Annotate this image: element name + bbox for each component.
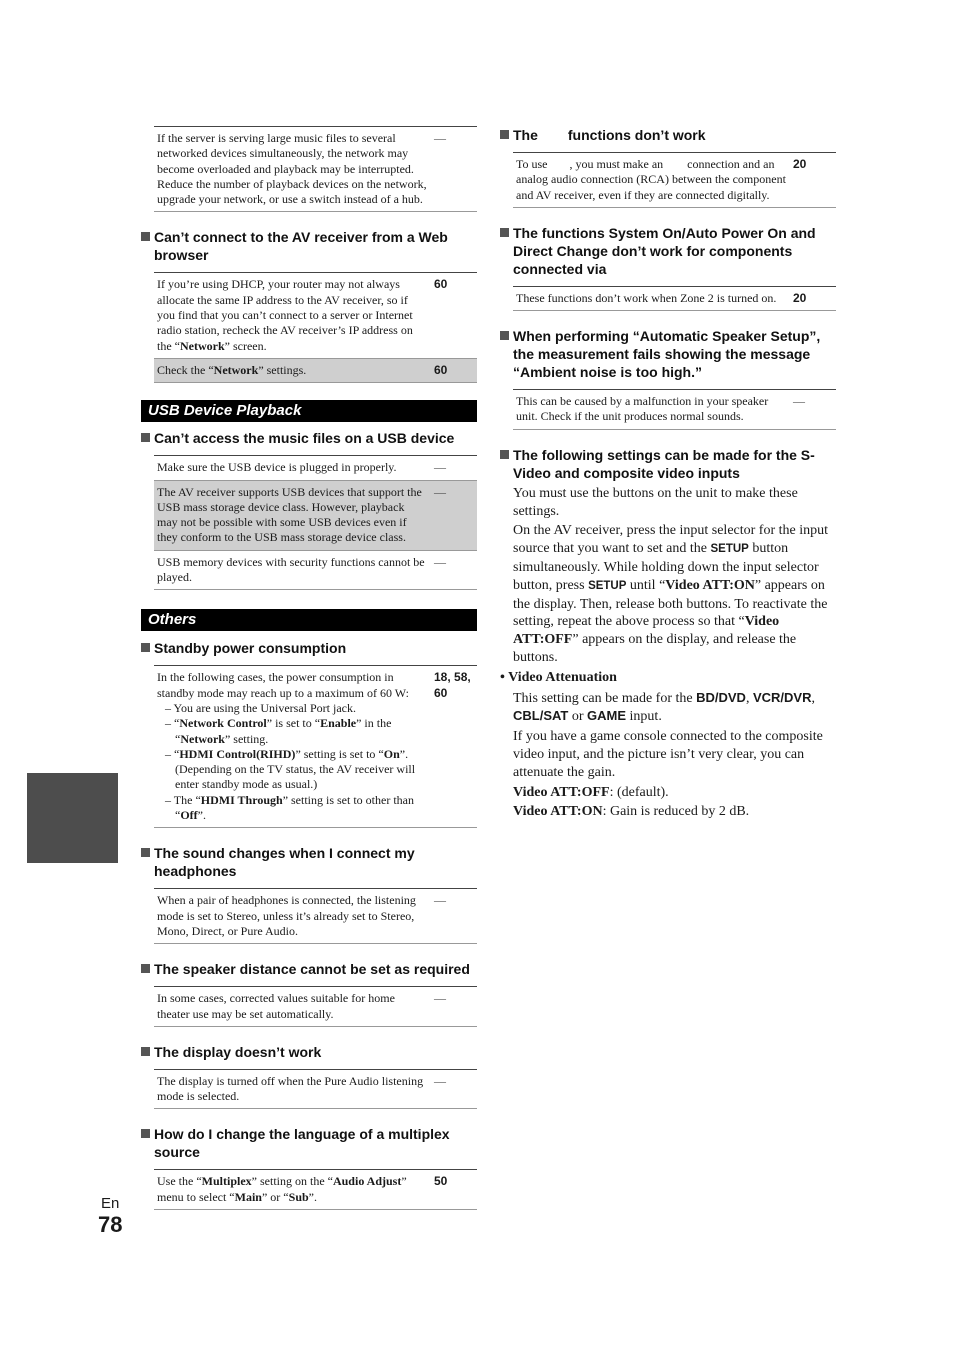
video-att-on: Video ATT:ON: Gain is reduced by 2 dB. — [513, 804, 750, 820]
svideo-paragraph-1: You must use the buttons on the unit to make these settings. — [513, 485, 798, 519]
svideo-paragraph-4: If you have a game console connected to the composite video input, and the picture isn’t very clear, you can attenuate the gain. — [513, 729, 823, 780]
web-browser-heading: Can’t connect to the AV receiver from a Web browser — [141, 228, 477, 264]
system-on-heading: The functions System On/Auto Power On and Direct Change don’t work for components connected via — [500, 224, 836, 278]
row-ref: — — [434, 991, 446, 1006]
row-text: When a pair of headphones is connected, the listening mode is set to Stereo, unless it’s already set to Stereo, Mono, Direct, or Pure Audio. — [157, 893, 416, 938]
row-ref: — — [434, 484, 446, 499]
row-text: If the server is serving large music files to several networked devices simultaneously, the network may become overloaded and playback may be interrupted. Reduce the number of playback devices on the network, upgrade your network, or use a switch instead of a hub. — [157, 131, 427, 207]
video-attenuation-bullet: • Video Attenuation — [500, 669, 617, 685]
page-language: En — [101, 1195, 120, 1212]
row-ref: 20 — [793, 157, 807, 171]
row-text: These functions don’t work when Zone 2 is turned on. — [516, 290, 777, 305]
table-row — [154, 127, 477, 212]
row-text: Make sure the USB device is plugged in properly. — [157, 460, 397, 475]
row-text: In the following cases, the power consumption in standby mode may reach up to a maximum of 60 W: – You are using the Universal Port jack. – “Network Control” is set to “Enable” in the “Network” setting. – “HDMI Control(RIHD)” setting is set to “On”. (Depending on the TV status, the AV receiver will enter standby mode as usual.) – The “HDMI Through” setting is set to other than “Off”. — [157, 670, 434, 823]
table-row — [154, 359, 477, 383]
network-overload-table — [154, 126, 477, 212]
row-text: This can be caused by a malfunction in your speaker unit. Check if the unit produces normal sounds. — [516, 394, 769, 424]
table-row — [154, 987, 477, 1027]
multiplex-heading: How do I change the language of a multiplex source — [141, 1125, 477, 1161]
speaker-setup-heading: When performing “Automatic Speaker Setup”, the measurement fails showing the message “Ambient noise is too high.” — [500, 327, 836, 381]
row-text: If you’re using DHCP, your router may not always allocate the same IP address to the AV receiver, so if you find that you can’t connect to a server or Internet radio station, recheck the AV receiver’s IP address on the “Network” screen. — [157, 277, 413, 353]
table-row — [154, 273, 477, 358]
distance-table — [154, 986, 477, 1027]
usb-section-title: USB Device Playback — [141, 400, 477, 422]
svideo-heading: The following settings can be made for the S-Video and composite video inputs — [500, 446, 836, 482]
table-row — [154, 551, 477, 591]
list-item: – The “HDMI Through” setting is set to other than “Off”. — [165, 792, 414, 823]
row-ref: — — [434, 893, 446, 908]
svideo-paragraph-2: On the AV receiver, press the input selector for the input source that you want to set and the SETUP button simultaneously. While holding down the input selector button, press SETUP until “Video ATT:ON” appears on the display. Then, release both buttons. To reactivate the setting, repeat the above process so that “Video ATT:OFF” appears on the display, and release the buttons. — [513, 523, 829, 665]
table-row — [154, 1070, 477, 1110]
web-browser-table — [154, 272, 477, 383]
functions-table — [513, 152, 836, 208]
table-row — [513, 390, 836, 430]
display-heading: The display doesn’t work — [141, 1043, 477, 1061]
row-ref: 20 — [793, 290, 807, 305]
row-ref: 18, 58, 60 — [434, 670, 471, 700]
table-row — [154, 456, 477, 480]
others-section-title: Others — [141, 609, 477, 631]
list-item: – “Network Control” is set to “Enable” in the “Network” setting. — [165, 716, 392, 746]
left-column — [141, 126, 477, 1210]
row-text: The AV receiver supports USB devices that support the USB mass storage device class. However, playback may not be possible with some USB devices even if they conform to the USB mass storage device class. — [157, 484, 422, 545]
headphones-table — [154, 888, 477, 944]
row-ref: — — [434, 460, 446, 475]
row-ref: — — [793, 394, 805, 409]
video-att-off: Video ATT:OFF: (default). — [513, 784, 669, 800]
speaker-setup-table — [513, 389, 836, 430]
row-ref: — — [434, 1073, 446, 1088]
row-text: USB memory devices with security functions cannot be played. — [157, 554, 425, 585]
functions-heading: The functions don’t work — [500, 126, 836, 144]
table-row — [154, 1170, 477, 1210]
list-item: – You are using the Universal Port jack. — [165, 700, 356, 715]
table-row — [154, 481, 477, 551]
standby-table — [154, 665, 477, 828]
chapter-tab — [27, 773, 118, 863]
distance-heading: The speaker distance cannot be set as required — [141, 960, 477, 978]
row-ref: — — [434, 554, 446, 569]
row-ref: 50 — [434, 1174, 448, 1189]
row-ref: 60 — [434, 362, 448, 377]
row-text: In some cases, corrected values suitable for home theater use may be set automatically. — [157, 991, 395, 1021]
row-text: Check the “Network” settings. — [157, 362, 307, 377]
row-ref: — — [434, 131, 446, 145]
page-number: 78 — [98, 1212, 123, 1237]
headphones-heading: The sound changes when I connect my headphones — [141, 844, 477, 880]
table-row — [513, 287, 836, 311]
multiplex-table — [154, 1169, 477, 1210]
right-column — [500, 126, 836, 823]
system-on-table — [513, 286, 836, 311]
list-item: – “HDMI Control(RIHD)” setting is set to “On”. (Depending on the TV status, the AV receiver will enter standby mode as usual.) — [165, 746, 416, 792]
table-row — [154, 666, 477, 828]
svideo-paragraph-3: This setting can be made for the BD/DVD, VCR/DVR, CBL/SAT or GAME input. — [513, 689, 815, 725]
row-ref: 60 — [434, 277, 448, 292]
table-row — [154, 889, 477, 944]
usb-heading: Can’t access the music files on a USB device — [141, 429, 477, 447]
row-text: The display is turned off when the Pure Audio listening mode is selected. — [157, 1073, 424, 1104]
display-table — [154, 1069, 477, 1110]
table-row — [513, 153, 836, 208]
standby-heading: Standby power consumption — [141, 639, 477, 657]
row-text: Use the “Multiplex” setting on the “Audio Adjust” menu to select “Main” or “Sub”. — [157, 1174, 407, 1204]
usb-table — [154, 455, 477, 590]
row-text: To use , you must make an connection and an analog audio connection (RCA) between the component and AV receiver, even if they are connected digitally. — [516, 157, 786, 202]
